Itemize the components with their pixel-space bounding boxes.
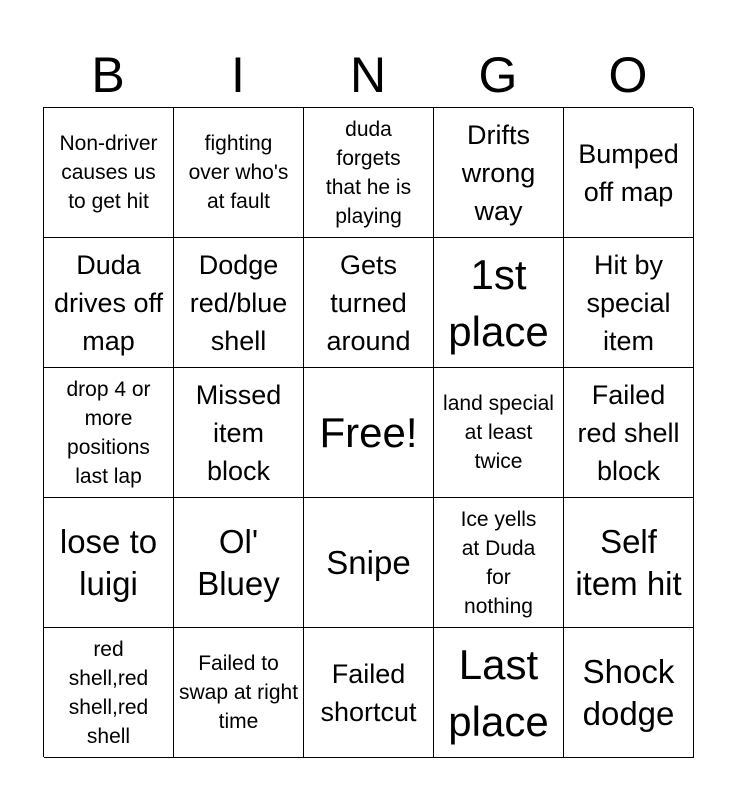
- bingo-cell-r2c3[interactable]: [304, 238, 434, 368]
- bingo-cell-r4c4[interactable]: [434, 498, 564, 628]
- bingo-cell-r5c3[interactable]: [304, 628, 434, 758]
- bingo-cell-r3c5[interactable]: [564, 368, 694, 498]
- bingo-cell-label: red shell,red shell,red shell: [68, 637, 149, 748]
- bingo-cell-label: fighting over who's at fault: [188, 132, 289, 213]
- bingo-cell-r4c1[interactable]: [44, 498, 174, 628]
- header-letter-o: O: [608, 47, 648, 103]
- bingo-cell-r2c1[interactable]: [44, 238, 174, 368]
- bingo-cell-label: Failed to swap at right time: [178, 652, 299, 733]
- bingo-cell-label: Non-driver causes us to get hit: [59, 132, 158, 213]
- bingo-board: [43, 107, 693, 757]
- bingo-cell-label: Ice yells at Duda for nothing: [460, 507, 537, 618]
- bingo-cell-r4c2[interactable]: [174, 498, 304, 628]
- bingo-cell-r3c2[interactable]: [174, 368, 304, 498]
- bingo-cell-r1c5[interactable]: [564, 108, 694, 238]
- bingo-cell-r1c2[interactable]: [174, 108, 304, 238]
- bingo-cell-r3c4[interactable]: [434, 368, 564, 498]
- header-letter-n: N: [349, 47, 387, 103]
- bingo-cell-r2c2[interactable]: [174, 238, 304, 368]
- header-letter-i: I: [231, 47, 245, 103]
- bingo-cell-r2c4[interactable]: [434, 238, 564, 368]
- bingo-cell-r1c1[interactable]: [44, 108, 174, 238]
- bingo-cell-r3c1[interactable]: [44, 368, 174, 498]
- header-letter-g: G: [478, 47, 518, 103]
- header-letter-b: B: [91, 47, 125, 103]
- bingo-cell-label: Missed item block: [195, 379, 282, 486]
- bingo-cell-label: lose to luigi: [59, 522, 158, 602]
- bingo-cell-label: Free!: [319, 409, 418, 456]
- bingo-cell-r5c2[interactable]: [174, 628, 304, 758]
- bingo-cell-r2c5[interactable]: [564, 238, 694, 368]
- bingo-cell-label: Failed shortcut: [320, 658, 417, 727]
- bingo-cell-r3c3[interactable]: [304, 368, 434, 498]
- bingo-cell-r5c4[interactable]: [434, 628, 564, 758]
- bingo-cell-r5c5[interactable]: [564, 628, 694, 758]
- bingo-cell-label: Self item hit: [575, 522, 682, 602]
- bingo-cell-label: Drifts wrong way: [461, 119, 536, 226]
- bingo-cell-label: Gets turned around: [326, 249, 411, 356]
- bingo-cell-label: land special at least twice: [443, 392, 554, 473]
- bingo-header: [43, 44, 693, 106]
- bingo-cell-label: Failed red shell block: [577, 379, 680, 486]
- bingo-cell-label: Hit by special item: [586, 249, 671, 356]
- bingo-cell-label: duda forgets that he is playing: [325, 117, 412, 228]
- bingo-cell-label: Duda drives off map: [53, 249, 164, 356]
- bingo-cell-r4c5[interactable]: [564, 498, 694, 628]
- bingo-cell-label: Bumped off map: [578, 138, 679, 207]
- bingo-cell-label: Shock dodge: [582, 652, 675, 732]
- bingo-cell-r5c1[interactable]: [44, 628, 174, 758]
- bingo-cell-label: drop 4 or more positions last lap: [66, 377, 151, 488]
- bingo-cell-r1c3[interactable]: [304, 108, 434, 238]
- bingo-cell-label: Ol' Bluey: [197, 522, 280, 602]
- bingo-cell-r4c3[interactable]: [304, 498, 434, 628]
- bingo-cell-label: Last place: [448, 640, 549, 745]
- bingo-cell-label: 1st place: [448, 250, 549, 355]
- bingo-cell-label: Snipe: [326, 543, 411, 581]
- bingo-cell-r1c4[interactable]: [434, 108, 564, 238]
- bingo-cell-label: Dodge red/blue shell: [189, 249, 288, 356]
